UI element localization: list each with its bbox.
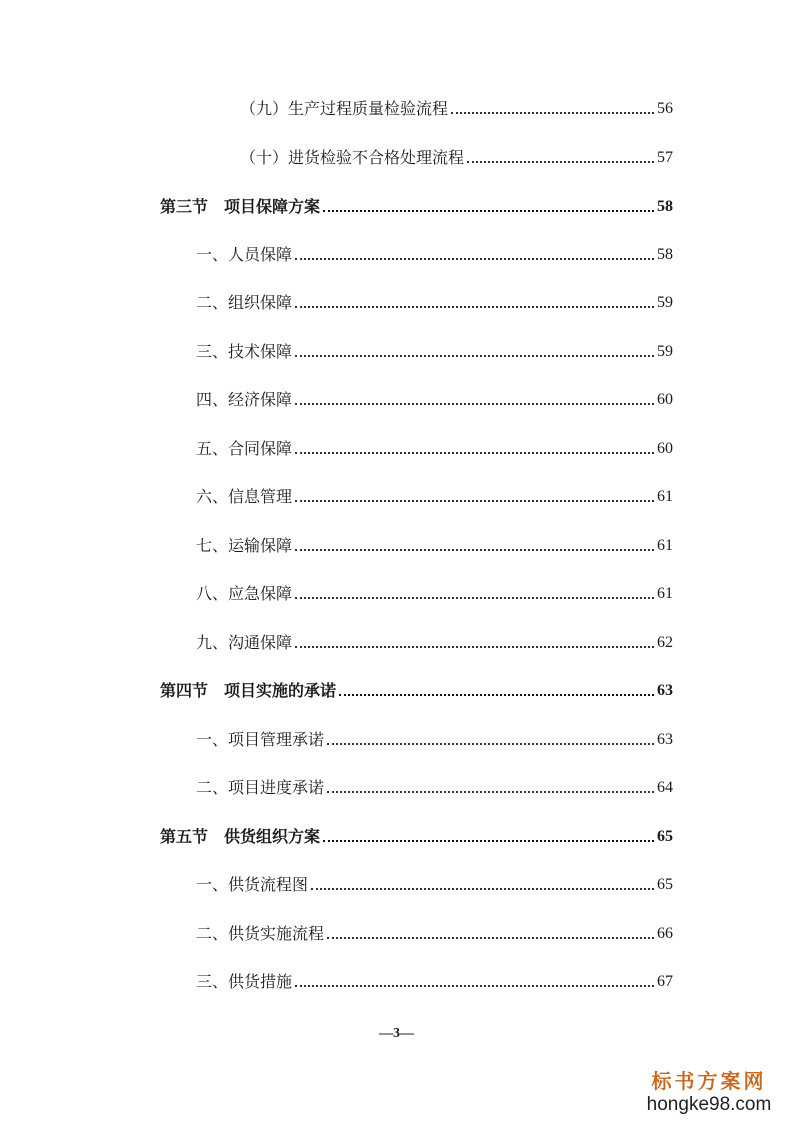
- toc-entry-title: 一、供货流程图: [196, 875, 309, 894]
- toc-entry-page: 62: [657, 634, 673, 651]
- toc-entry-title: 二、项目进度承诺: [196, 778, 325, 797]
- toc-section-title: [160, 827, 320, 847]
- toc-entry-title: 一、项目管理承诺: [196, 730, 325, 749]
- dot-leader: [327, 791, 654, 793]
- watermark-url: hongke98.com: [646, 1094, 772, 1115]
- toc-entry-page: 65: [657, 876, 673, 893]
- toc-entry-title: 五、合同保障: [196, 439, 293, 458]
- toc-entry-title: 九、沟通保障: [196, 633, 293, 652]
- watermark-site-name: 标书方案网: [651, 1069, 767, 1093]
- site-watermark: [639, 1071, 779, 1114]
- toc-entry-title: 二、供货实施流程: [196, 924, 325, 943]
- toc-entry[interactable]: [196, 914, 673, 944]
- dot-leader: [323, 840, 654, 842]
- toc-entry[interactable]: [196, 477, 673, 507]
- toc-entry-page: 59: [657, 294, 673, 311]
- toc-entry-page: 57: [657, 149, 673, 166]
- toc-entry[interactable]: [196, 332, 673, 362]
- toc-entry-title: 八、应急保障: [196, 584, 293, 603]
- dot-leader: [295, 985, 654, 987]
- toc-entry[interactable]: [240, 89, 673, 119]
- toc-section-heading[interactable]: [160, 187, 673, 217]
- toc-section-name: 项目实施的承诺: [224, 681, 337, 700]
- toc-section-number: 第五节: [160, 827, 209, 846]
- toc-section-page: 65: [657, 828, 673, 845]
- toc-entry-page: 61: [657, 585, 673, 602]
- dot-leader: [327, 743, 654, 745]
- dot-leader: [339, 694, 654, 696]
- toc-entry-title: 四、经济保障: [196, 390, 293, 409]
- toc-entry[interactable]: [196, 235, 673, 265]
- dot-leader: [467, 161, 654, 163]
- toc-section-name: 项目保障方案: [224, 197, 321, 216]
- toc-entry[interactable]: [196, 623, 673, 653]
- page-number-footer: —3—: [379, 1026, 414, 1041]
- toc-section-name: 供货组织方案: [224, 827, 321, 846]
- toc-entry[interactable]: [196, 720, 673, 750]
- toc-section-title: [160, 681, 336, 701]
- toc-section-page: 63: [657, 682, 673, 699]
- dot-leader: [311, 888, 654, 890]
- dot-leader: [451, 112, 654, 114]
- toc-entry[interactable]: [196, 865, 673, 895]
- toc-entry-page: 60: [657, 440, 673, 457]
- toc-entry[interactable]: [196, 768, 673, 798]
- toc-section-number: 第三节: [160, 197, 209, 216]
- dot-leader: [327, 937, 654, 939]
- toc-entry[interactable]: [196, 962, 673, 992]
- dot-leader: [295, 549, 654, 551]
- toc-entry-title: 三、供货措施: [196, 972, 293, 991]
- toc-entry-title: 一、人员保障: [196, 245, 293, 264]
- dot-leader: [295, 403, 654, 405]
- toc-entry-page: 63: [657, 731, 673, 748]
- toc-entry-page: 59: [657, 343, 673, 360]
- toc-entry-page: 67: [657, 973, 673, 990]
- toc-entry-title: 三、技术保障: [196, 342, 293, 361]
- dot-leader: [295, 452, 654, 454]
- toc-entry-page: 66: [657, 925, 673, 942]
- toc-entry-title: （十）进货检验不合格处理流程: [240, 148, 465, 167]
- toc-entry-title: 七、运输保障: [196, 536, 293, 555]
- toc-entry-page: 58: [657, 246, 673, 263]
- toc-section-heading[interactable]: [160, 671, 673, 701]
- dot-leader: [295, 355, 654, 357]
- toc-entry-page: 60: [657, 391, 673, 408]
- toc-entry-title: 二、组织保障: [196, 293, 293, 312]
- dot-leader: [295, 646, 654, 648]
- toc-section-title: [160, 197, 320, 217]
- toc-entry[interactable]: [196, 283, 673, 313]
- toc-section-heading[interactable]: [160, 817, 673, 847]
- dot-leader: [295, 306, 654, 308]
- toc-entry-page: 56: [657, 100, 673, 117]
- dot-leader: [323, 210, 654, 212]
- toc-section-number: 第四节: [160, 681, 209, 700]
- toc-entry[interactable]: [196, 574, 673, 604]
- toc-entry[interactable]: [196, 526, 673, 556]
- toc-entry-page: 61: [657, 488, 673, 505]
- toc-entry[interactable]: [196, 429, 673, 459]
- dot-leader: [295, 258, 654, 260]
- dot-leader: [295, 500, 654, 502]
- toc-entry[interactable]: [240, 138, 673, 168]
- dot-leader: [295, 597, 654, 599]
- toc-entry-page: 64: [657, 779, 673, 796]
- toc-entry-title: （九）生产过程质量检验流程: [240, 99, 449, 118]
- toc-entry-page: 61: [657, 537, 673, 554]
- toc-entry[interactable]: [196, 380, 673, 410]
- toc-section-page: 58: [657, 198, 673, 215]
- toc-entry-title: 六、信息管理: [196, 487, 293, 506]
